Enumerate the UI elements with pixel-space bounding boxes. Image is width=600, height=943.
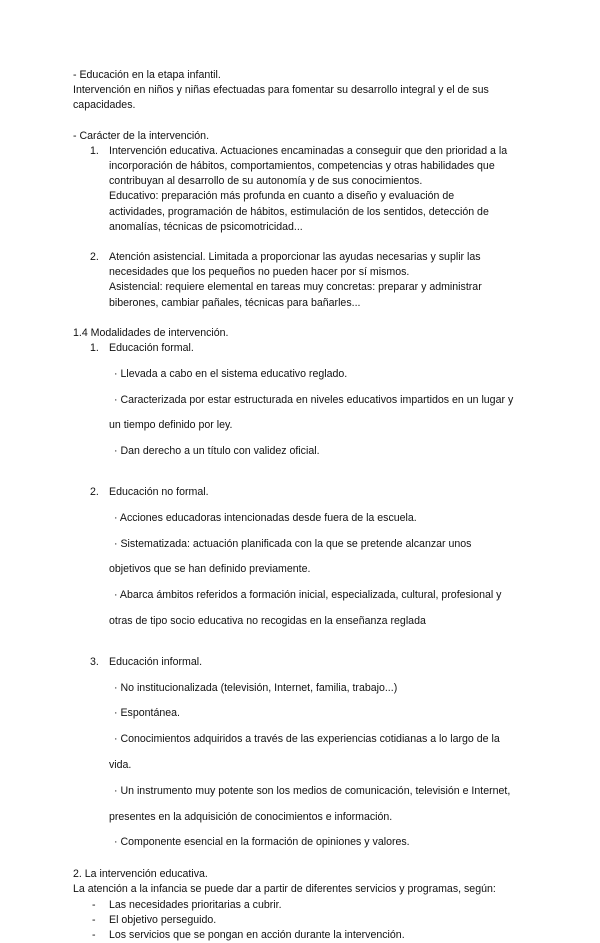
- item-line: necesidades que los pequeños no pueden hacer por sí mismos.: [109, 266, 410, 279]
- item-line: Educativo: preparación más profunda en cuanto a diseño y evaluación de: [109, 190, 455, 203]
- item-line: · No institucionalizada (televisión, Internet, familia, trabajo...): [114, 681, 398, 694]
- paragraph-line: capacidades.: [73, 99, 136, 112]
- list-item: [73, 144, 533, 235]
- item-line: actividades, programación de hábitos, estimulación de los sentidos, detección de: [109, 205, 489, 218]
- dash-bullet: -: [92, 913, 96, 926]
- dash-bullet: -: [92, 929, 96, 941]
- paragraph-line: La atención a la infancia se puede dar a partir de diferentes servicios y programas, según:: [73, 883, 496, 896]
- item-line: · Un instrumento muy potente son los medios de comunicación, televisión e Internet,: [114, 784, 511, 797]
- item-line: Asistencial: requiere elemental en tareas muy concretas: preparar y administrar: [109, 281, 482, 294]
- item-line: un tiempo definido por ley.: [109, 419, 233, 432]
- item-number: 1.: [90, 342, 99, 355]
- item-line: presentes en la adquisición de conocimientos e información.: [109, 810, 393, 823]
- list-item: [73, 341, 533, 356]
- item-line: Las necesidades prioritarias a cubrir.: [109, 898, 282, 911]
- item-line: · Componente esencial en la formación de opiniones y valores.: [114, 836, 410, 849]
- item-line: vida.: [109, 759, 132, 771]
- item-line: El objetivo perseguido.: [109, 913, 217, 926]
- item-line: · Espontánea.: [114, 707, 180, 720]
- item-number: 2.: [90, 251, 99, 264]
- item-line: Atención asistencial. Limitada a proporcionar las ayudas necesarias y suplir las: [109, 251, 481, 264]
- list-item: [73, 913, 533, 928]
- item-line: · Acciones educadoras intencionadas desde fuera de la escuela.: [114, 511, 417, 524]
- list-item: [73, 898, 533, 913]
- section-title-modalidades: 1.4 Modalidades de intervención.: [73, 326, 229, 339]
- section-title-infantil: - Educación en la etapa infantil.: [73, 69, 221, 81]
- item-line: · Abarca ámbitos referidos a formación inicial, especializada, cultural, profesional y: [114, 589, 502, 602]
- item-title: Educación informal.: [109, 655, 203, 668]
- section-title-intervencion: 2. La intervención educativa.: [73, 868, 208, 881]
- item-line: · Dan derecho a un título con validez oficial.: [114, 445, 320, 458]
- item-line: anomalías, técnicas de psicomotricidad...: [109, 220, 303, 233]
- item-number: 3.: [90, 655, 99, 668]
- item-line: incorporación de hábitos, comportamientos, competencias y otras habilidades que: [109, 160, 495, 173]
- document-page: [73, 68, 533, 943]
- list-item: [73, 485, 533, 500]
- item-number: 2.: [90, 486, 99, 499]
- section-title-caracter: - Carácter de la intervención.: [73, 129, 210, 142]
- list-item: [73, 655, 533, 670]
- item-line: Intervención educativa. Actuaciones encaminadas a conseguir que den prioridad a la: [109, 144, 508, 157]
- item-line: · Sistematizada: actuación planificada con la que se pretende alcanzar unos: [114, 537, 472, 550]
- item-line: · Llevada a cabo en el sistema educativo reglado.: [114, 367, 348, 380]
- item-line: biberones, cambiar pañales, técnicas para bañarles...: [109, 296, 361, 309]
- dash-bullet: -: [92, 898, 96, 911]
- item-title: Educación no formal.: [109, 486, 209, 499]
- list-item: [73, 928, 533, 943]
- list-item: [73, 250, 533, 311]
- item-number: 1.: [90, 144, 99, 157]
- item-line: Los servicios que se pongan en acción durante la intervención.: [109, 929, 405, 941]
- item-line: contribuyan al desarrollo de su autonomía y de sus conocimientos.: [109, 175, 423, 188]
- item-line: otras de tipo socio educativa no recogidas en la enseñanza reglada: [109, 615, 426, 628]
- paragraph-line: Intervención en niños y niñas efectuadas para fomentar su desarrollo integral y el de sus: [73, 84, 489, 97]
- item-line: · Conocimientos adquiridos a través de las experiencias cotidianas a lo largo de la: [114, 733, 500, 746]
- item-title: Educación formal.: [109, 342, 194, 355]
- item-line: objetivos que se han definido previamente.: [109, 563, 311, 576]
- item-line: · Caracterizada por estar estructurada en niveles educativos impartidos en un lugar y: [114, 393, 514, 406]
